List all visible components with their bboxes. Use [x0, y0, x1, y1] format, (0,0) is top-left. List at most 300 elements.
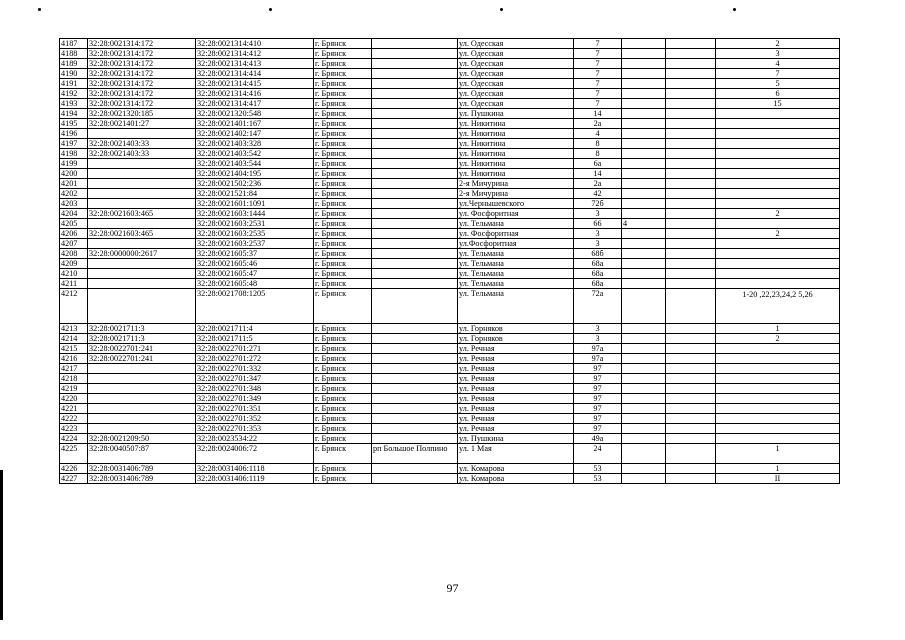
table-row — [60, 324, 840, 334]
street-cell: ул. Фосфоритная — [458, 209, 574, 219]
table-row — [60, 189, 840, 199]
settlement-cell — [372, 354, 458, 364]
object-cadastral-number: 32:28:0021314:415 — [196, 79, 314, 89]
street-cell: ул. Тельмана — [458, 269, 574, 279]
house-number: 8 — [574, 139, 622, 149]
city-cell: г. Брянск — [314, 259, 372, 269]
empty-cell — [666, 444, 716, 464]
city-cell: г. Брянск — [314, 59, 372, 69]
apartment-number: 1 — [716, 464, 840, 474]
row-number: 4223 — [60, 424, 88, 434]
building-number — [622, 59, 666, 69]
settlement-cell — [372, 89, 458, 99]
object-cadastral-number: 32:28:0021711:5 — [196, 334, 314, 344]
city-cell: г. Брянск — [314, 334, 372, 344]
row-number: 4222 — [60, 414, 88, 424]
street-cell: ул. Тельмана — [458, 289, 574, 324]
row-number: 4220 — [60, 394, 88, 404]
apartment-number — [716, 239, 840, 249]
object-cadastral-number: 32:28:0021605:46 — [196, 259, 314, 269]
empty-cell — [666, 249, 716, 259]
parcel-cadastral-number — [88, 129, 196, 139]
parcel-cadastral-number: 32:28:0021603:465 — [88, 229, 196, 239]
apartment-number — [716, 169, 840, 179]
object-cadastral-number: 32:28:0021605:37 — [196, 249, 314, 259]
scan-dot — [500, 8, 503, 11]
settlement-cell — [372, 249, 458, 259]
street-cell: ул. Речная — [458, 354, 574, 364]
house-number: 3 — [574, 239, 622, 249]
city-cell: г. Брянск — [314, 269, 372, 279]
settlement-cell — [372, 99, 458, 109]
street-cell: ул. Пушкина — [458, 109, 574, 119]
object-cadastral-number: 32:28:0021403:328 — [196, 139, 314, 149]
city-cell: г. Брянск — [314, 384, 372, 394]
settlement-cell — [372, 149, 458, 159]
object-cadastral-number: 32:28:0031406:1118 — [196, 464, 314, 474]
street-cell: ул. Речная — [458, 394, 574, 404]
object-cadastral-number: 32:28:0021605:47 — [196, 269, 314, 279]
building-number — [622, 364, 666, 374]
city-cell: г. Брянск — [314, 229, 372, 239]
house-number: 3 — [574, 324, 622, 334]
street-cell: ул. Одесская — [458, 79, 574, 89]
table-row — [60, 49, 840, 59]
row-number: 4200 — [60, 169, 88, 179]
apartment-number — [716, 179, 840, 189]
street-cell: ул. Одесская — [458, 59, 574, 69]
object-cadastral-number: 32:28:0022701:347 — [196, 374, 314, 384]
house-number: 7 — [574, 39, 622, 49]
building-number — [622, 334, 666, 344]
empty-cell — [666, 259, 716, 269]
table-row — [60, 474, 840, 484]
empty-cell — [666, 239, 716, 249]
registry-rows — [60, 39, 840, 484]
table-row — [60, 169, 840, 179]
apartment-number — [716, 189, 840, 199]
object-cadastral-number: 32:28:0022701:351 — [196, 404, 314, 414]
row-number: 4196 — [60, 129, 88, 139]
settlement-cell — [372, 209, 458, 219]
settlement-cell — [372, 229, 458, 239]
settlement-cell — [372, 39, 458, 49]
street-cell: ул. Тельмана — [458, 249, 574, 259]
settlement-cell — [372, 259, 458, 269]
table-row — [60, 229, 840, 239]
house-number: 7 — [574, 89, 622, 99]
city-cell: г. Брянск — [314, 414, 372, 424]
object-cadastral-number: 32:28:0021314:412 — [196, 49, 314, 59]
object-cadastral-number: 32:28:0022701:353 — [196, 424, 314, 434]
object-cadastral-number: 32:28:0023534:22 — [196, 434, 314, 444]
parcel-cadastral-number — [88, 219, 196, 229]
parcel-cadastral-number — [88, 364, 196, 374]
row-number: 4210 — [60, 269, 88, 279]
table-row — [60, 444, 840, 464]
row-number: 4217 — [60, 364, 88, 374]
row-number: 4195 — [60, 119, 88, 129]
city-cell: г. Брянск — [314, 149, 372, 159]
settlement-cell — [372, 414, 458, 424]
empty-cell — [666, 424, 716, 434]
apartment-number — [716, 109, 840, 119]
city-cell: г. Брянск — [314, 169, 372, 179]
parcel-cadastral-number — [88, 394, 196, 404]
street-cell: ул. Тельмана — [458, 219, 574, 229]
row-number: 4194 — [60, 109, 88, 119]
parcel-cadastral-number — [88, 289, 196, 324]
settlement-cell — [372, 139, 458, 149]
table-row — [60, 209, 840, 219]
parcel-cadastral-number — [88, 159, 196, 169]
apartment-number — [716, 424, 840, 434]
street-cell: ул. Одесская — [458, 49, 574, 59]
table-row — [60, 39, 840, 49]
parcel-cadastral-number — [88, 404, 196, 414]
building-number — [622, 199, 666, 209]
house-number: 3 — [574, 334, 622, 344]
city-cell: г. Брянск — [314, 424, 372, 434]
row-number: 4188 — [60, 49, 88, 59]
object-cadastral-number: 32:28:0021708:1205 — [196, 289, 314, 324]
parcel-cadastral-number — [88, 169, 196, 179]
table-row — [60, 289, 840, 324]
parcel-cadastral-number — [88, 259, 196, 269]
row-number: 4187 — [60, 39, 88, 49]
building-number — [622, 49, 666, 59]
building-number — [622, 289, 666, 324]
house-number: 97 — [574, 414, 622, 424]
apartment-number — [716, 374, 840, 384]
parcel-cadastral-number: 32:28:0021711:3 — [88, 324, 196, 334]
table-row — [60, 179, 840, 189]
parcel-cadastral-number: 32:28:0021320:185 — [88, 109, 196, 119]
object-cadastral-number: 32:28:0022701:332 — [196, 364, 314, 374]
parcel-cadastral-number: 32:28:0021711:3 — [88, 334, 196, 344]
scan-edge-mark — [0, 470, 3, 620]
city-cell: г. Брянск — [314, 49, 372, 59]
row-number: 4198 — [60, 149, 88, 159]
house-number: 8 — [574, 149, 622, 159]
building-number — [622, 404, 666, 414]
street-cell: ул. Речная — [458, 364, 574, 374]
city-cell: г. Брянск — [314, 364, 372, 374]
parcel-cadastral-number: 32:28:0021403:33 — [88, 139, 196, 149]
row-number: 4199 — [60, 159, 88, 169]
object-cadastral-number: 32:28:0021603:2537 — [196, 239, 314, 249]
row-number: 4192 — [60, 89, 88, 99]
house-number: 68б — [574, 249, 622, 259]
empty-cell — [666, 99, 716, 109]
row-number: 4204 — [60, 209, 88, 219]
building-number — [622, 79, 666, 89]
settlement-cell — [372, 474, 458, 484]
building-number — [622, 384, 666, 394]
city-cell: г. Брянск — [314, 179, 372, 189]
row-number: 4205 — [60, 219, 88, 229]
empty-cell — [666, 334, 716, 344]
parcel-cadastral-number: 32:28:0040507:87 — [88, 444, 196, 464]
apartment-number: 1 — [716, 444, 840, 464]
empty-cell — [666, 89, 716, 99]
parcel-cadastral-number: 32:28:0021314:172 — [88, 49, 196, 59]
street-cell: ул. Никитина — [458, 129, 574, 139]
parcel-cadastral-number: 32:28:0021314:172 — [88, 79, 196, 89]
house-number: 4 — [574, 129, 622, 139]
apartment-number — [716, 269, 840, 279]
city-cell: г. Брянск — [314, 394, 372, 404]
apartment-number — [716, 394, 840, 404]
building-number — [622, 344, 666, 354]
empty-cell — [666, 139, 716, 149]
city-cell: г. Брянск — [314, 89, 372, 99]
apartment-number: 15 — [716, 99, 840, 109]
empty-cell — [666, 354, 716, 364]
settlement-cell — [372, 269, 458, 279]
city-cell: г. Брянск — [314, 474, 372, 484]
house-number: 3 — [574, 209, 622, 219]
empty-cell — [666, 159, 716, 169]
building-number — [622, 119, 666, 129]
parcel-cadastral-number: 32:28:0021314:172 — [88, 39, 196, 49]
street-cell: ул. Никитина — [458, 169, 574, 179]
house-number: 53 — [574, 464, 622, 474]
object-cadastral-number: 32:28:0021603:2531 — [196, 219, 314, 229]
empty-cell — [666, 149, 716, 159]
street-cell: ул. Одесская — [458, 89, 574, 99]
empty-cell — [666, 384, 716, 394]
settlement-cell — [372, 344, 458, 354]
empty-cell — [666, 414, 716, 424]
empty-cell — [666, 39, 716, 49]
settlement-cell — [372, 59, 458, 69]
object-cadastral-number: 32:28:0021314:414 — [196, 69, 314, 79]
apartment-number: 7 — [716, 69, 840, 79]
house-number: 97 — [574, 394, 622, 404]
object-cadastral-number: 32:28:0022701:272 — [196, 354, 314, 364]
settlement-cell — [372, 374, 458, 384]
object-cadastral-number: 32:28:0022701:352 — [196, 414, 314, 424]
building-number — [622, 354, 666, 364]
object-cadastral-number: 32:28:0021402:147 — [196, 129, 314, 139]
parcel-cadastral-number: 32:28:0031406:789 — [88, 474, 196, 484]
table-row — [60, 374, 840, 384]
city-cell: г. Брянск — [314, 324, 372, 334]
street-cell: ул. Никитина — [458, 119, 574, 129]
empty-cell — [666, 364, 716, 374]
street-cell: ул. Горняков — [458, 324, 574, 334]
house-number: 2а — [574, 119, 622, 129]
city-cell: г. Брянск — [314, 464, 372, 474]
object-cadastral-number: 32:28:0021403:542 — [196, 149, 314, 159]
parcel-cadastral-number: 32:28:0021603:465 — [88, 209, 196, 219]
empty-cell — [666, 464, 716, 474]
building-number — [622, 69, 666, 79]
street-cell: ул. Никитина — [458, 149, 574, 159]
city-cell: г. Брянск — [314, 139, 372, 149]
object-cadastral-number: 32:28:0022701:349 — [196, 394, 314, 404]
apartment-number: 2 — [716, 334, 840, 344]
building-number — [622, 89, 666, 99]
street-cell: ул. Горняков — [458, 334, 574, 344]
empty-cell — [666, 49, 716, 59]
settlement-cell — [372, 109, 458, 119]
building-number — [622, 249, 666, 259]
parcel-cadastral-number: 32:28:0021209:50 — [88, 434, 196, 444]
registry-table — [59, 38, 840, 484]
row-number: 4213 — [60, 324, 88, 334]
row-number: 4209 — [60, 259, 88, 269]
building-number — [622, 179, 666, 189]
street-cell: ул. Речная — [458, 344, 574, 354]
empty-cell — [666, 279, 716, 289]
page-number: 97 — [446, 581, 459, 595]
house-number: 97а — [574, 354, 622, 364]
city-cell: г. Брянск — [314, 219, 372, 229]
apartment-number: II — [716, 474, 840, 484]
settlement-cell — [372, 159, 458, 169]
building-number — [622, 259, 666, 269]
building-number — [622, 99, 666, 109]
apartment-number — [716, 219, 840, 229]
row-number: 4190 — [60, 69, 88, 79]
empty-cell — [666, 219, 716, 229]
street-cell: ул. Речная — [458, 414, 574, 424]
house-number: 14 — [574, 109, 622, 119]
street-cell: ул. Тельмана — [458, 259, 574, 269]
settlement-cell — [372, 279, 458, 289]
table-row — [60, 334, 840, 344]
object-cadastral-number: 32:28:0021320:548 — [196, 109, 314, 119]
table-row — [60, 249, 840, 259]
building-number — [622, 424, 666, 434]
house-number: 68а — [574, 259, 622, 269]
building-number — [622, 434, 666, 444]
city-cell: г. Брянск — [314, 189, 372, 199]
street-cell: ул. Речная — [458, 384, 574, 394]
apartment-number — [716, 414, 840, 424]
object-cadastral-number: 32:28:0021521:84 — [196, 189, 314, 199]
city-cell: г. Брянск — [314, 199, 372, 209]
parcel-cadastral-number: 32:28:0021403:33 — [88, 149, 196, 159]
parcel-cadastral-number: 32:28:0021314:172 — [88, 69, 196, 79]
apartment-number — [716, 354, 840, 364]
parcel-cadastral-number: 32:28:0021314:172 — [88, 89, 196, 99]
object-cadastral-number: 32:28:0021403:544 — [196, 159, 314, 169]
house-number: 72а — [574, 289, 622, 324]
object-cadastral-number: 32:28:0021601:1091 — [196, 199, 314, 209]
city-cell: г. Брянск — [314, 39, 372, 49]
parcel-cadastral-number — [88, 199, 196, 209]
house-number: 3 — [574, 229, 622, 239]
object-cadastral-number: 32:28:0021314:417 — [196, 99, 314, 109]
object-cadastral-number: 32:28:0021314:413 — [196, 59, 314, 69]
empty-cell — [666, 209, 716, 219]
house-number: 7 — [574, 69, 622, 79]
building-number — [622, 229, 666, 239]
building-number — [622, 209, 666, 219]
building-number — [622, 464, 666, 474]
empty-cell — [666, 59, 716, 69]
parcel-cadastral-number: 32:28:0022701:241 — [88, 344, 196, 354]
table-row — [60, 149, 840, 159]
apartment-number: 2 — [716, 209, 840, 219]
table-row — [60, 99, 840, 109]
row-number: 4201 — [60, 179, 88, 189]
table-row — [60, 79, 840, 89]
city-cell: г. Брянск — [314, 354, 372, 364]
city-cell: г. Брянск — [314, 279, 372, 289]
street-cell: 2-я Мичурина — [458, 189, 574, 199]
empty-cell — [666, 179, 716, 189]
settlement-cell — [372, 464, 458, 474]
street-cell: ул.Чернышевского — [458, 199, 574, 209]
row-number: 4208 — [60, 249, 88, 259]
street-cell: ул. Комарова — [458, 464, 574, 474]
settlement-cell — [372, 179, 458, 189]
parcel-cadastral-number — [88, 384, 196, 394]
city-cell: г. Брянск — [314, 344, 372, 354]
row-number: 4216 — [60, 354, 88, 364]
building-number — [622, 159, 666, 169]
city-cell: г. Брянск — [314, 444, 372, 464]
settlement-cell: рп Большое Полпино — [372, 444, 458, 464]
street-cell: ул. Одесская — [458, 39, 574, 49]
house-number: 97 — [574, 364, 622, 374]
building-number — [622, 374, 666, 384]
table-row — [60, 109, 840, 119]
city-cell: г. Брянск — [314, 99, 372, 109]
city-cell: г. Брянск — [314, 69, 372, 79]
empty-cell — [666, 269, 716, 279]
row-number: 4212 — [60, 289, 88, 324]
object-cadastral-number: 32:28:0021401:167 — [196, 119, 314, 129]
empty-cell — [666, 189, 716, 199]
city-cell: г. Брянск — [314, 239, 372, 249]
building-number — [622, 414, 666, 424]
city-cell: г. Брянск — [314, 109, 372, 119]
object-cadastral-number: 32:28:0021605:48 — [196, 279, 314, 289]
city-cell: г. Брянск — [314, 289, 372, 324]
house-number: 49а — [574, 434, 622, 444]
scan-dot — [38, 8, 41, 11]
object-cadastral-number: 32:28:0021502:236 — [196, 179, 314, 189]
row-number: 4225 — [60, 444, 88, 464]
apartment-number — [716, 249, 840, 259]
settlement-cell — [372, 334, 458, 344]
row-number: 4203 — [60, 199, 88, 209]
parcel-cadastral-number — [88, 239, 196, 249]
apartment-number: 2 — [716, 229, 840, 239]
parcel-cadastral-number: 32:28:0021401:27 — [88, 119, 196, 129]
object-cadastral-number: 32:28:0021711:4 — [196, 324, 314, 334]
parcel-cadastral-number — [88, 189, 196, 199]
parcel-cadastral-number — [88, 279, 196, 289]
empty-cell — [666, 119, 716, 129]
house-number: 53 — [574, 474, 622, 484]
parcel-cadastral-number — [88, 424, 196, 434]
object-cadastral-number: 32:28:0022701:271 — [196, 344, 314, 354]
settlement-cell — [372, 424, 458, 434]
table-row — [60, 159, 840, 169]
building-number — [622, 139, 666, 149]
apartment-number: 4 — [716, 59, 840, 69]
city-cell: г. Брянск — [314, 119, 372, 129]
table-row — [60, 394, 840, 404]
empty-cell — [666, 69, 716, 79]
table-row — [60, 259, 840, 269]
